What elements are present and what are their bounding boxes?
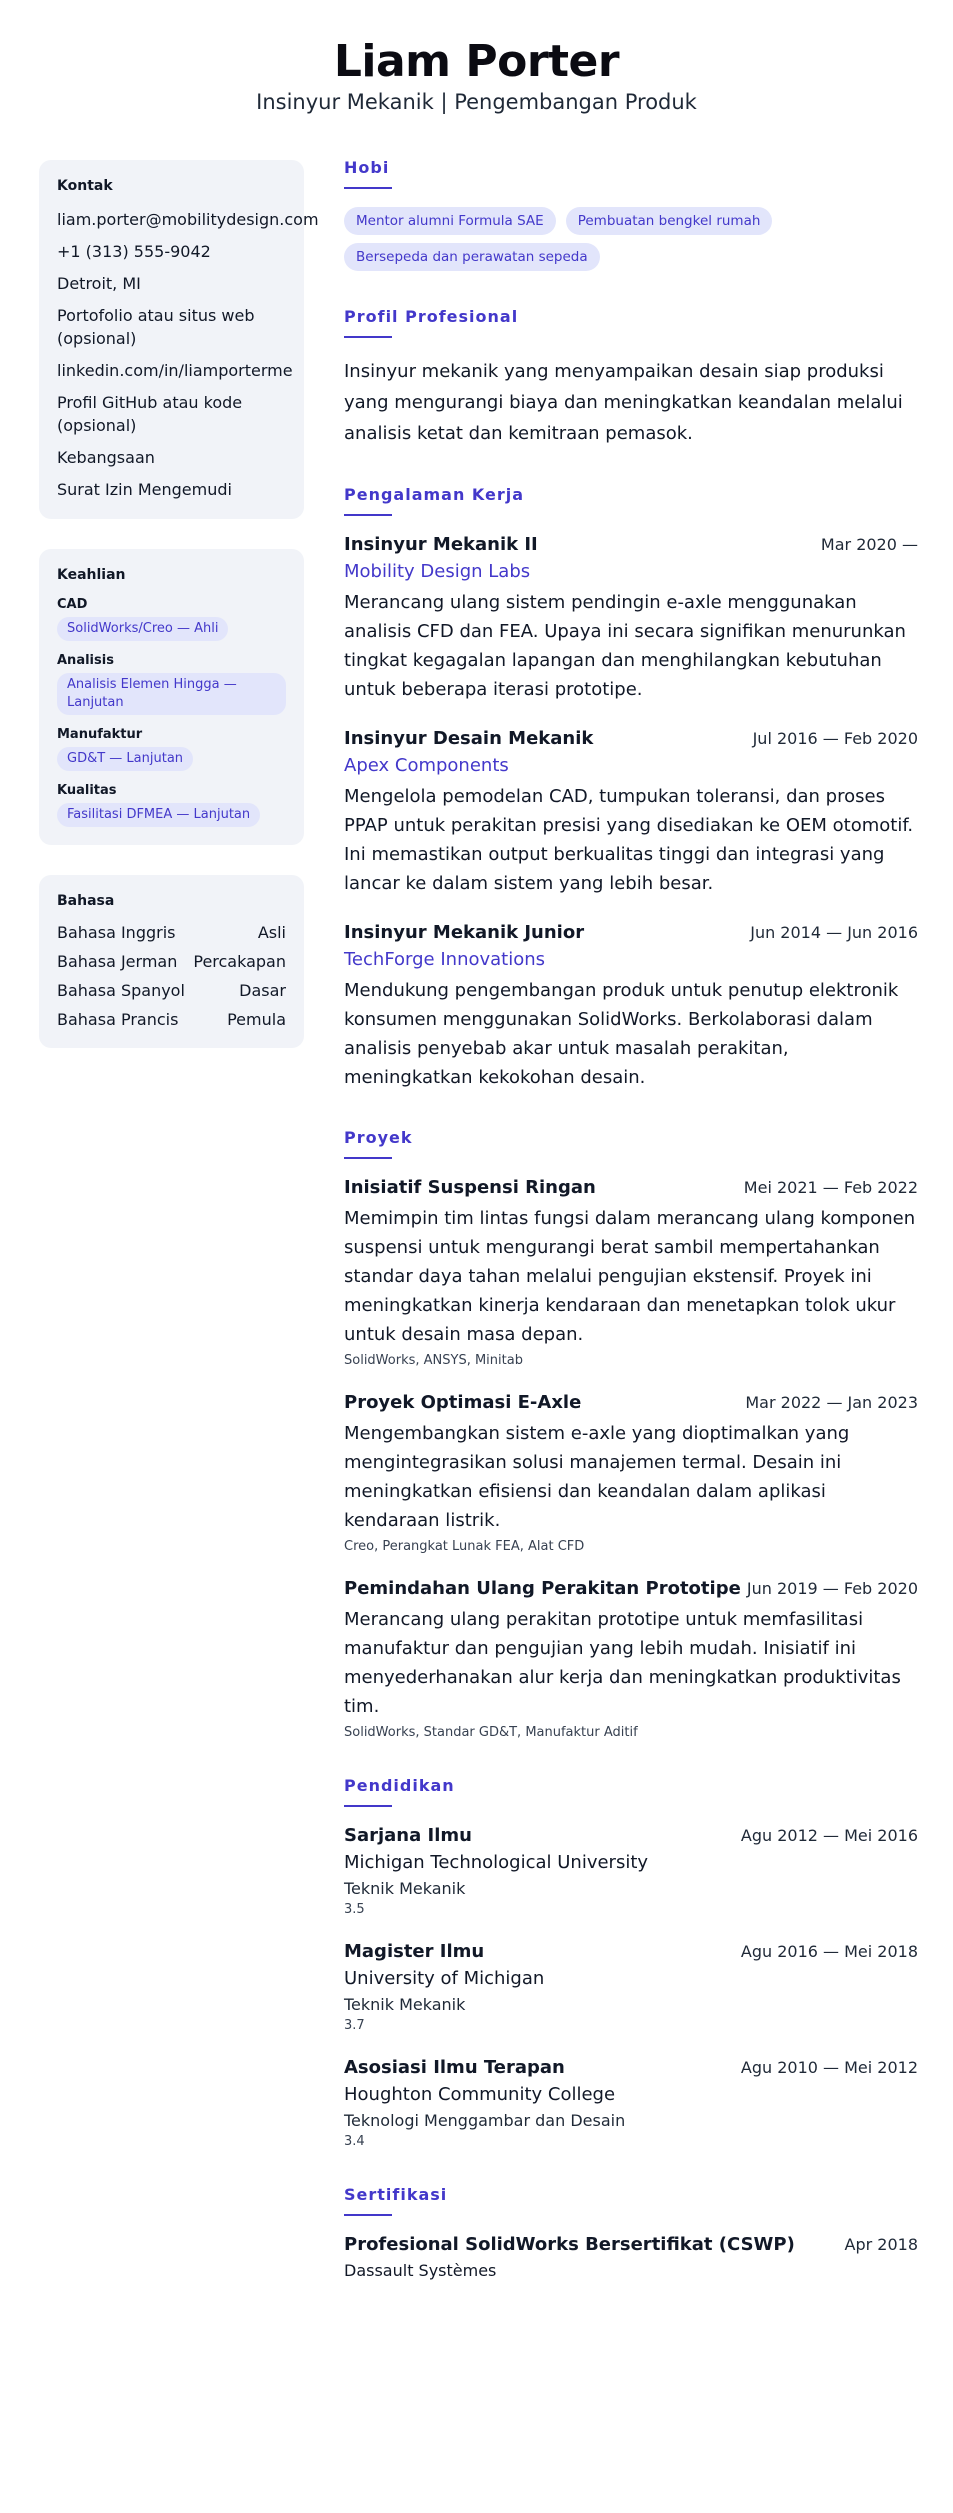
gpa: 3.7 — [344, 2018, 365, 2033]
job-company: Mobility Design Labs — [344, 561, 531, 582]
certification-issuer: Dassault Systèmes — [344, 2261, 497, 2280]
contact-linkedin[interactable]: linkedin.com/in/liamporterme — [57, 361, 293, 380]
skills-card — [39, 549, 304, 845]
contact-card — [39, 160, 319, 519]
project-tools: SolidWorks, Standar GD&T, Manufaktur Aditif — [344, 1725, 638, 1740]
contact-github[interactable]: Profil GitHub atau kode (opsional) — [57, 393, 243, 435]
job-description: Mendukung pengembangan produk untuk penutup elektronik konsumen menggunakan SolidWorks. Berkolaborasi dalam analisis penyebab akar untuk masalah perakitan, meningkatkan kekokohan desain. — [344, 980, 899, 1088]
skill-pill: Fasilitasi DFMEA — Lanjutan — [57, 803, 260, 827]
language-level: Asli — [257, 923, 286, 942]
section-divider — [344, 2214, 392, 2216]
profile-summary: Insinyur mekanik yang menyampaikan desain siap produksi yang mengurangi biaya dan meningkatkan keandalan melalui analisis ketat dan kemitraan pemasok. — [344, 361, 903, 444]
job-title: Insinyur Mekanik Junior — [344, 922, 585, 943]
education-entry — [344, 1825, 918, 1917]
skill-pill: Analisis Elemen Hingga — Lanjutan — [57, 673, 286, 715]
field-of-study: Teknik Mekanik — [344, 1995, 466, 2014]
school-name: Michigan Technological University — [344, 1852, 649, 1873]
skill-group-manufacturing — [57, 727, 286, 771]
project-name: Proyek Optimasi E-Axle — [344, 1392, 582, 1413]
hobbies-section — [344, 158, 918, 271]
contact-portfolio[interactable]: Portofolio atau situs web (opsional) — [57, 306, 255, 348]
skill-group-title: Manufaktur — [57, 727, 143, 742]
project-description: Merancang ulang perakitan prototipe untuk memfasilitasi manufaktur dan pengujian yang lebih mudah. Inisiatif ini menyederhanakan alur kerja dan meningkatkan produktivitas tim. — [344, 1609, 901, 1717]
section-divider — [344, 514, 392, 516]
degree-name: Magister Ilmu — [344, 1941, 485, 1962]
education-entry — [344, 2057, 918, 2149]
language-name: Bahasa Jerman — [57, 952, 178, 971]
main-content — [344, 158, 918, 2316]
section-title-education: Pendidikan — [344, 1776, 455, 1795]
language-level: Pemula — [227, 1010, 286, 1029]
contact-driving-license: Surat Izin Mengemudi — [57, 480, 232, 499]
job-company: TechForge Innovations — [344, 949, 546, 970]
language-name: Bahasa Inggris — [57, 923, 176, 942]
hobby-pill: Bersepeda dan perawatan sepeda — [344, 243, 600, 271]
job-date: Mar 2020 — — [820, 535, 918, 554]
section-divider — [344, 1805, 392, 1807]
sidebar — [39, 160, 319, 1078]
language-level: Dasar — [239, 981, 286, 1000]
school-name: Houghton Community College — [344, 2084, 616, 2105]
contact-title: Kontak — [57, 178, 113, 194]
candidate-tagline: Insinyur Mekanik | Pengembangan Produk — [256, 90, 697, 114]
language-row — [57, 923, 286, 943]
project-tools: SolidWorks, ANSYS, Minitab — [344, 1353, 523, 1368]
languages-card — [39, 875, 304, 1048]
skill-group-title: Kualitas — [57, 783, 117, 798]
experience-section — [344, 485, 918, 1092]
skill-pill: SolidWorks/Creo — Ahli — [57, 617, 228, 641]
project-entry — [344, 1392, 918, 1554]
projects-section — [344, 1128, 918, 1740]
field-of-study: Teknik Mekanik — [344, 1879, 466, 1898]
education-date: Agu 2010 — Mei 2012 — [740, 2058, 918, 2077]
gpa: 3.4 — [344, 2134, 365, 2149]
section-divider — [344, 1157, 392, 1159]
project-description: Memimpin tim lintas fungsi dalam merancang ulang komponen suspensi untuk mengurangi berat sambil mempertahankan standar daya tahan melalui pengujian ekstensif. Proyek ini meningkatkan kinerja kendaraan dan menetapkan tolok ukur untuk desain masa depan. — [344, 1208, 916, 1345]
project-date: Mar 2022 — Jan 2023 — [745, 1393, 918, 1412]
section-divider — [344, 187, 392, 189]
skill-group-cad — [57, 597, 286, 641]
experience-entry — [344, 728, 918, 898]
job-title: Insinyur Mekanik II — [344, 534, 538, 555]
field-of-study: Teknologi Menggambar dan Desain — [344, 2111, 626, 2130]
project-entry — [344, 1177, 918, 1368]
contact-email[interactable]: liam.porter@mobilitydesign.com — [57, 210, 319, 229]
language-name: Bahasa Prancis — [57, 1010, 179, 1029]
school-name: University of Michigan — [344, 1968, 545, 1989]
project-date: Jun 2019 — Feb 2020 — [746, 1579, 918, 1598]
section-title-projects: Proyek — [344, 1128, 413, 1147]
certification-entry — [344, 2234, 918, 2280]
hobby-list — [344, 207, 918, 271]
experience-entry — [344, 922, 918, 1092]
job-description: Mengelola pemodelan CAD, tumpukan toleransi, dan proses PPAP untuk perakitan presisi yang disediakan ke OEM otomotif. Ini memastikan output berkualitas tinggi dan integrasi yang lancar ke dalam sistem yang lebih besar. — [344, 786, 914, 894]
job-date: Jun 2014 — Jun 2016 — [750, 923, 918, 942]
education-date: Agu 2012 — Mei 2016 — [740, 1826, 918, 1845]
skill-group-analysis — [57, 653, 286, 715]
certification-name: Profesional SolidWorks Bersertifikat (CSWP) — [344, 2234, 795, 2255]
language-row — [57, 952, 286, 972]
section-title-hobbies: Hobi — [344, 158, 390, 177]
project-name: Inisiatif Suspensi Ringan — [344, 1177, 596, 1198]
education-section — [344, 1776, 918, 2149]
project-tools: Creo, Perangkat Lunak FEA, Alat CFD — [344, 1539, 585, 1554]
education-entry — [344, 1941, 918, 2033]
section-title-experience: Pengalaman Kerja — [344, 485, 525, 504]
experience-entry — [344, 534, 918, 704]
skill-group-title: Analisis — [57, 653, 114, 668]
candidate-name: Liam Porter — [333, 36, 620, 87]
gpa: 3.5 — [344, 1902, 365, 1917]
education-date: Agu 2016 — Mei 2018 — [740, 1942, 918, 1961]
section-divider — [344, 336, 392, 338]
profile-section — [344, 307, 918, 449]
skill-group-title: CAD — [57, 597, 88, 612]
language-name: Bahasa Spanyol — [57, 981, 185, 1000]
job-title: Insinyur Desain Mekanik — [344, 728, 594, 749]
skill-pill: GD&T — Lanjutan — [57, 747, 193, 771]
degree-name: Asosiasi Ilmu Terapan — [344, 2057, 565, 2078]
job-description: Merancang ulang sistem pendingin e-axle menggunakan analisis CFD dan FEA. Upaya ini secara signifikan menurunkan tingkat kegagalan lapangan dan menghilangkan kebutuhan untuk beberapa iterasi prototipe. — [344, 592, 906, 700]
languages-title: Bahasa — [57, 893, 115, 909]
language-row — [57, 1010, 286, 1030]
section-title-certifications: Sertifikasi — [344, 2185, 448, 2204]
language-level: Percakapan — [193, 952, 286, 971]
resume-header — [0, 0, 953, 114]
language-row — [57, 981, 286, 1001]
contact-location: Detroit, MI — [57, 274, 141, 293]
job-company: Apex Components — [344, 755, 509, 776]
project-description: Mengembangkan sistem e-axle yang dioptimalkan yang mengintegrasikan solusi manajemen termal. Desain ini meningkatkan efisiensi dan keandalan dalam aplikasi kendaraan listrik. — [344, 1423, 850, 1531]
job-date: Jul 2016 — Feb 2020 — [752, 729, 918, 748]
project-name: Pemindahan Ulang Perakitan Prototipe — [344, 1578, 741, 1599]
contact-phone[interactable]: +1 (313) 555-9042 — [57, 242, 211, 261]
project-entry — [344, 1578, 918, 1740]
hobby-pill: Pembuatan bengkel rumah — [566, 207, 773, 235]
degree-name: Sarjana Ilmu — [344, 1825, 472, 1846]
project-date: Mei 2021 — Feb 2022 — [743, 1178, 918, 1197]
certification-date: Apr 2018 — [844, 2235, 918, 2254]
section-title-profile: Profil Profesional — [344, 307, 519, 326]
certifications-section — [344, 2185, 918, 2280]
skills-title: Keahlian — [57, 567, 126, 583]
contact-nationality: Kebangsaan — [57, 448, 155, 467]
hobby-pill: Mentor alumni Formula SAE — [344, 207, 556, 235]
skill-group-quality — [57, 783, 286, 827]
